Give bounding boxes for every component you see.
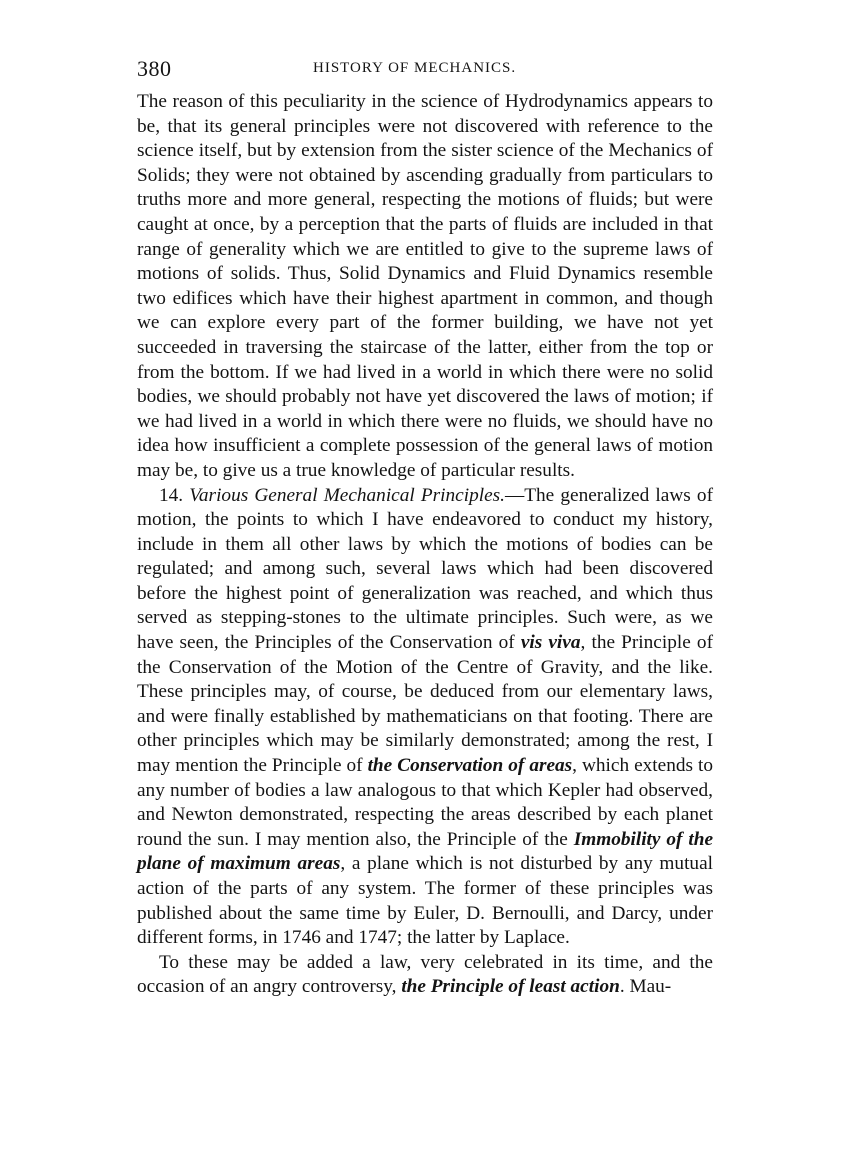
emphasis-conservation-of-areas: the Conservation of areas xyxy=(367,755,573,777)
text-run: , the Principle of the Conservation of the Motion of the Centre of Gravity, and the like. These principles may, of course, be deduced from our elementary laws, and were finally established by mathematicians on that footing. There are other principles which may be similarly demonstrated; among the rest, I may mention the Principle of xyxy=(137,632,713,777)
text-run: —The generalized laws of motion, the points to which I have endeavored to conduct my history, include in them all other laws by which the motions of bodies can be regulated; and among such, several laws which had been discovered before the highest point of generalization was reached, and which thus served as stepping-stones to the ultimate principles. Such were, as we have seen, the Principles of the Conservation of xyxy=(137,484,713,654)
section-number: 14. xyxy=(159,484,190,506)
text-run: . Mau- xyxy=(619,976,672,998)
emphasis-vis-viva: vis viva xyxy=(520,632,581,654)
paragraph-least-action xyxy=(137,951,713,1000)
text-run: , a plane which is not disturbed by any mutual action of the parts of any system. The former of these principles was published about the same time by Euler, D. Bernoulli, and Darcy, under different forms, in 1746 and 1747; the latter by Laplace. xyxy=(137,853,713,949)
emphasis-immobility-plane: Immobility of the plane of maximum areas xyxy=(137,828,714,875)
emphasis-least-action: the Principle of least action xyxy=(401,976,620,998)
page-number: 380 xyxy=(137,56,172,81)
book-page xyxy=(137,56,713,1000)
section-title: Various General Mechanical Principles. xyxy=(189,484,505,506)
text-run: To these may be added a law, very celebrated in its time, and the occasion of an angry controversy, xyxy=(137,951,713,998)
running-title: HISTORY OF MECHANICS. xyxy=(313,60,517,76)
paragraph-section-14 xyxy=(137,484,713,951)
running-head xyxy=(137,56,713,90)
paragraph-hydrodynamics: The reason of this peculiarity in the science of Hydrodynamics appears to be, that its general principles were not discovered with reference to the science itself, but by extension from the sister science of the Mechanics of Solids; they were not obtained by ascending gradually from particulars to truths more and more general, respecting the motions of fluids; but were caught at once, by a perception that the parts of fluids are included in that range of generality which we are entitled to give to the supreme laws of motions of solids. Thus, Solid Dynamics and Fluid Dynamics resemble two edifices which have their highest apartment in common, and though we can explore every part of the former building, we have not yet succeeded in traversing the staircase of the latter, either from the top or from the bottom. If we had lived in a world in which there were no solid bodies, we should probably not have yet discovered the laws of motion; if we had lived in a world in which there were no fluids, we should have no idea how insufficient a complete possession of the general laws of motion may be, to give us a true knowledge of particular results. xyxy=(137,91,713,481)
text-run: , which extends to any number of bodies a law analogous to that which Kepler had observed, and Newton demonstrated, respecting the areas described by each planet round the sun. I may mention also, the Principle of the xyxy=(137,755,713,850)
